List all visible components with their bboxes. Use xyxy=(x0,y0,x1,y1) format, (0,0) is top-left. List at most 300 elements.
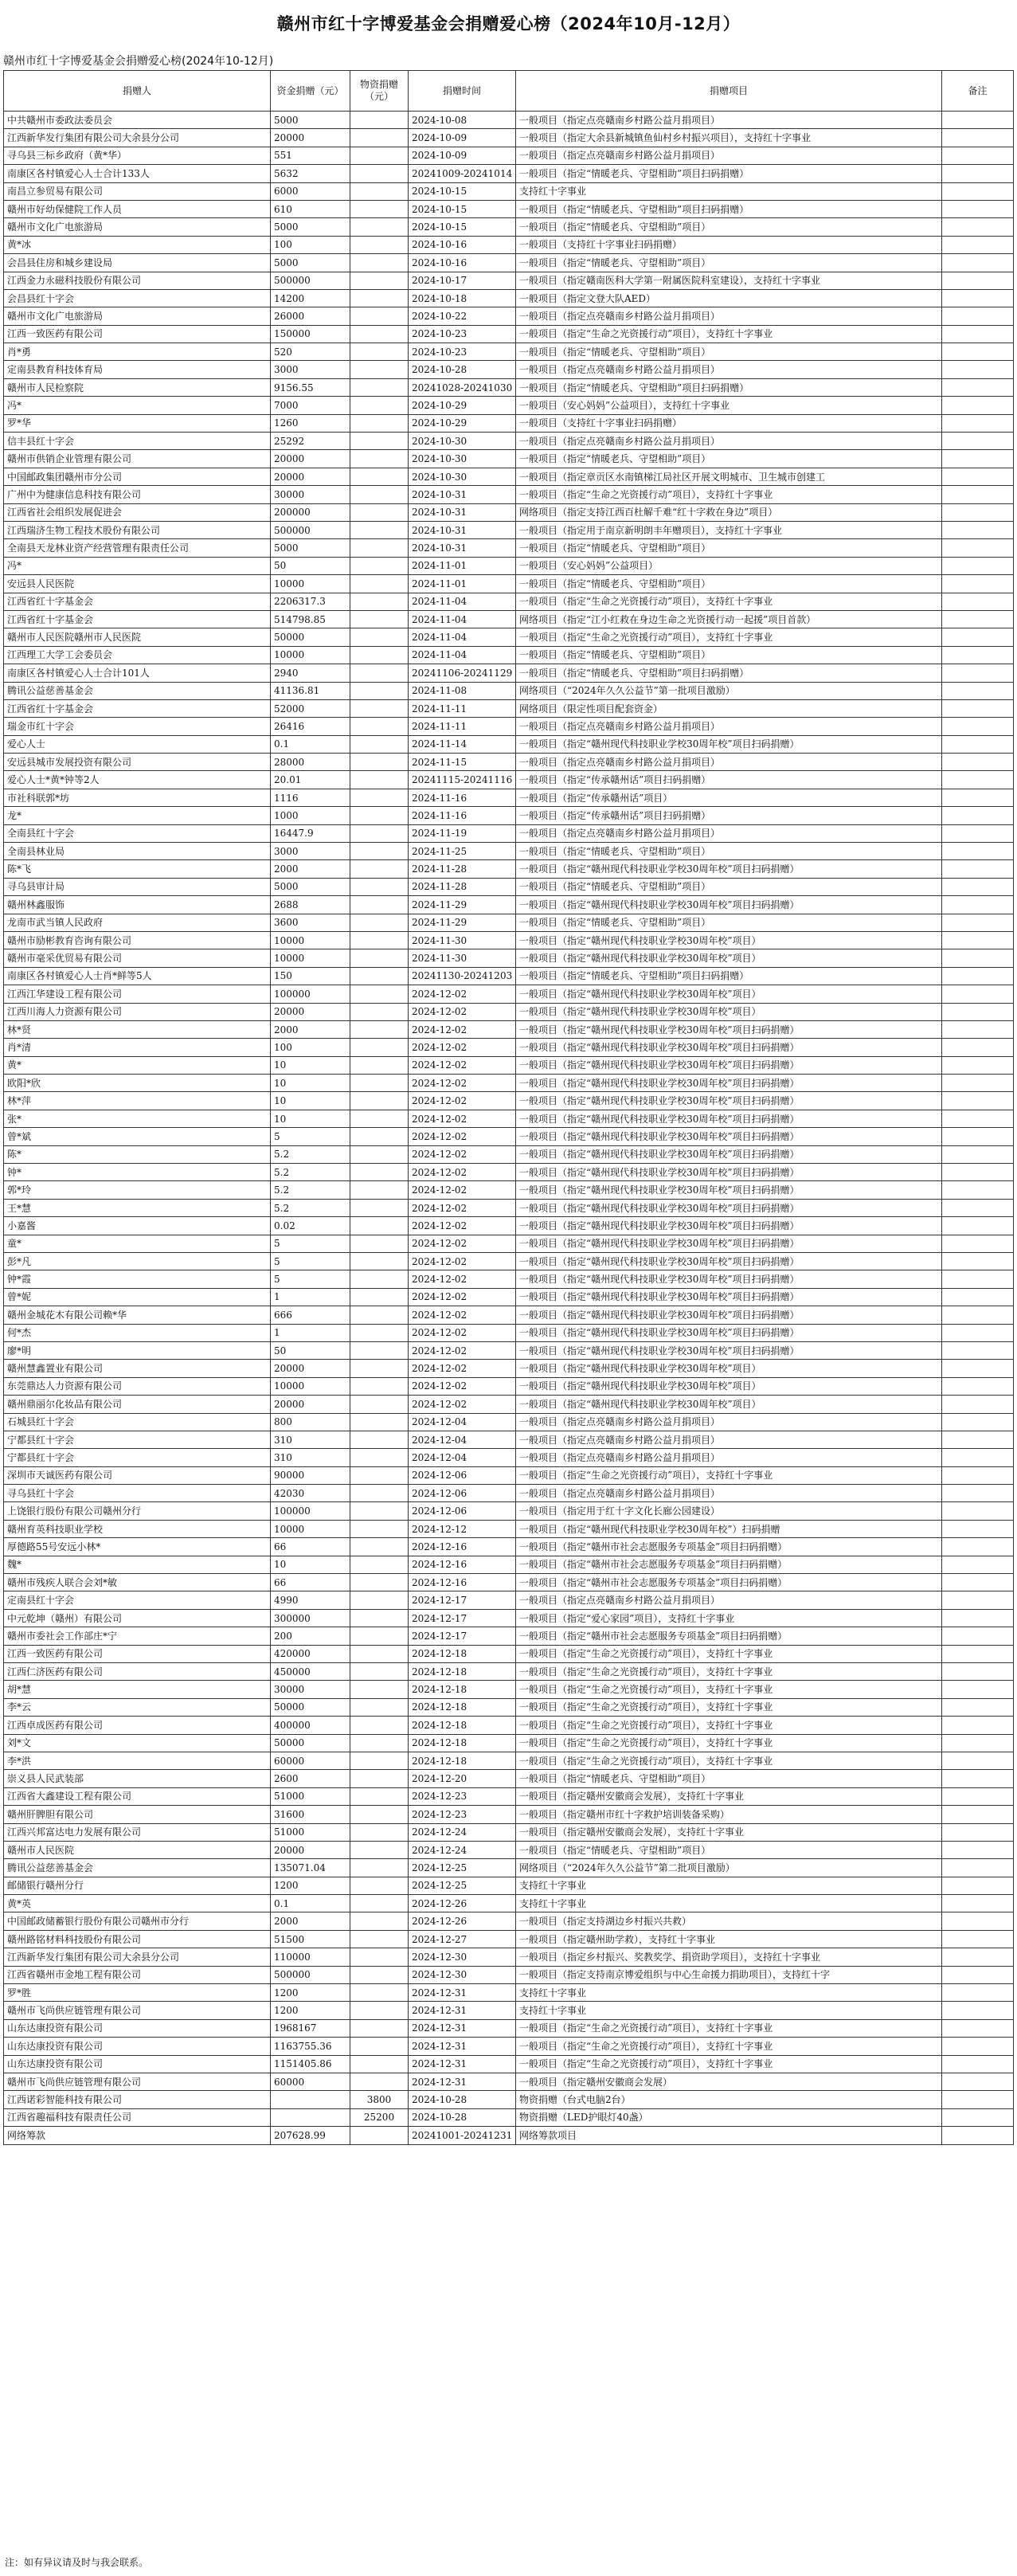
remark-cell xyxy=(942,931,1014,949)
remark-cell xyxy=(942,1520,1014,1537)
donor-cell: 廖*明 xyxy=(4,1341,271,1359)
date-cell: 20241130-20241203 xyxy=(409,967,516,985)
donor-cell: 赣州路铭材料科技股份有限公司 xyxy=(4,1930,271,1948)
funds-cell: 10000 xyxy=(271,1377,350,1395)
date-cell: 2024-12-18 xyxy=(409,1717,516,1734)
donor-cell: 定南县红十字会 xyxy=(4,1591,271,1609)
goods-cell xyxy=(350,272,409,289)
remark-cell xyxy=(942,129,1014,147)
donor-cell: 江西省社会组织发展促进会 xyxy=(4,503,271,521)
table-row xyxy=(4,1895,1014,1912)
date-cell: 2024-10-29 xyxy=(409,414,516,432)
date-cell: 2024-12-23 xyxy=(409,1806,516,1823)
project-cell: 一般项目（指定“赣州市社会志愿服务专项基金”项目扫码捐赠） xyxy=(516,1538,942,1556)
project-cell: 一般项目（指定“生命之光资援行动”项目），支持红十字事业 xyxy=(516,1466,942,1484)
goods-cell xyxy=(350,1823,409,1841)
donor-cell: 厚德路55号安远小林* xyxy=(4,1538,271,1556)
project-cell: 一般项目（指定“情暖老兵、守望相助”项目扫码捐赠） xyxy=(516,664,942,682)
date-cell: 2024-12-30 xyxy=(409,1966,516,1983)
date-cell: 2024-12-26 xyxy=(409,1912,516,1930)
date-cell: 2024-11-30 xyxy=(409,949,516,967)
donor-cell: 冯* xyxy=(4,397,271,414)
project-cell: 一般项目（指定“赣州现代科技职业学校30周年校”项目扫码捐赠） xyxy=(516,1270,942,1288)
donor-cell: 全南县天龙林业资产经营管理有限责任公司 xyxy=(4,539,271,557)
date-cell: 2024-12-02 xyxy=(409,1217,516,1235)
project-cell: 一般项目（指定“生命之光资援行动”项目），支持红十字事业 xyxy=(516,1662,942,1680)
table-row xyxy=(4,985,1014,1003)
donor-cell: 石城县红十字会 xyxy=(4,1413,271,1431)
date-cell: 2024-11-28 xyxy=(409,860,516,878)
table-row xyxy=(4,824,1014,842)
project-cell: 一般项目（指定点亮赣南乡村路公益月捐项目） xyxy=(516,361,942,378)
remark-cell xyxy=(942,1270,1014,1288)
goods-cell xyxy=(350,1912,409,1930)
date-cell: 2024-12-02 xyxy=(409,1288,516,1306)
goods-cell xyxy=(350,1627,409,1645)
date-cell: 2024-11-25 xyxy=(409,843,516,860)
table-row xyxy=(4,1841,1014,1858)
project-cell: 一般项目（指定点亮赣南乡村路公益月捐项目） xyxy=(516,1591,942,1609)
remark-cell xyxy=(942,397,1014,414)
project-cell: 支持红十字事业 xyxy=(516,1877,942,1894)
date-cell: 2024-12-02 xyxy=(409,1145,516,1163)
donor-cell: 童* xyxy=(4,1235,271,1252)
date-cell: 2024-12-24 xyxy=(409,1823,516,1841)
goods-cell xyxy=(350,1645,409,1662)
goods-cell xyxy=(350,503,409,521)
goods-cell xyxy=(350,539,409,557)
table-row xyxy=(4,1948,1014,1966)
goods-cell xyxy=(350,1075,409,1092)
table-row xyxy=(4,1698,1014,1716)
funds-cell: 1200 xyxy=(271,1877,350,1894)
table-header-row xyxy=(4,71,1014,112)
date-cell: 2024-10-22 xyxy=(409,307,516,325)
date-cell: 2024-12-20 xyxy=(409,1770,516,1787)
funds-cell: 100 xyxy=(271,236,350,253)
table-row xyxy=(4,682,1014,699)
date-cell: 2024-12-31 xyxy=(409,2002,516,2019)
date-cell: 2024-12-31 xyxy=(409,2038,516,2055)
remark-cell xyxy=(942,1966,1014,1983)
donor-cell: 南康区各村镇爱心人士肖*鲜等5人 xyxy=(4,967,271,985)
remark-cell xyxy=(942,718,1014,735)
table-row xyxy=(4,860,1014,878)
goods-cell xyxy=(350,1698,409,1716)
project-cell: 一般项目（指定乡村振兴、奖教奖学、捐资助学项目），支持红十字事业 xyxy=(516,1948,942,1966)
goods-cell: 3800 xyxy=(350,2091,409,2108)
remark-cell xyxy=(942,1377,1014,1395)
donor-cell: 李*云 xyxy=(4,1698,271,1716)
donor-cell: 寻乌县红十字会 xyxy=(4,1485,271,1502)
donor-cell: 罗*华 xyxy=(4,414,271,432)
remark-cell xyxy=(942,1039,1014,1056)
project-cell: 一般项目（指定大余县新城镇鱼仙村乡村振兴项目），支持红十字事业 xyxy=(516,129,942,147)
project-cell: 一般项目（指定赣州安徽商会发展），支持红十字事业 xyxy=(516,1787,942,1805)
date-cell: 2024-12-18 xyxy=(409,1681,516,1698)
date-cell: 2024-12-18 xyxy=(409,1645,516,1662)
remark-cell xyxy=(942,1770,1014,1787)
goods-cell xyxy=(350,985,409,1003)
goods-cell xyxy=(350,1930,409,1948)
remark-cell xyxy=(942,1930,1014,1948)
funds-cell: 135071.04 xyxy=(271,1859,350,1877)
donor-cell: 山东达康投资有限公司 xyxy=(4,2038,271,2055)
table-row xyxy=(4,1324,1014,1341)
funds-cell: 51500 xyxy=(271,1930,350,1948)
remark-cell xyxy=(942,1110,1014,1127)
funds-cell: 1163755.36 xyxy=(271,2038,350,2055)
donor-cell: 林*萍 xyxy=(4,1092,271,1110)
funds-cell: 2688 xyxy=(271,896,350,914)
funds-cell: 51000 xyxy=(271,1787,350,1805)
funds-cell: 110000 xyxy=(271,1948,350,1966)
date-cell: 20241028-20241030 xyxy=(409,378,516,396)
project-cell: 一般项目（指定“赣州现代科技职业学校30周年校”项目扫码捐赠） xyxy=(516,1056,942,1074)
remark-cell xyxy=(942,1199,1014,1216)
goods-cell xyxy=(350,771,409,789)
donor-cell: 赣州市委社会工作部庄*宁 xyxy=(4,1627,271,1645)
table-row xyxy=(4,1681,1014,1698)
goods-cell xyxy=(350,112,409,129)
date-cell: 2024-11-28 xyxy=(409,878,516,895)
donor-cell: 赣州鼎丽尔化妆品有限公司 xyxy=(4,1396,271,1413)
project-cell: 一般项目（安心妈妈”公益项目） xyxy=(516,557,942,574)
remark-cell xyxy=(942,2127,1014,2144)
remark-cell xyxy=(942,1984,1014,2002)
donor-cell: 钟*霞 xyxy=(4,1270,271,1288)
donor-cell: 林*贤 xyxy=(4,1020,271,1038)
table-row xyxy=(4,503,1014,521)
funds-cell: 66 xyxy=(271,1538,350,1556)
goods-cell xyxy=(350,1431,409,1448)
table-row xyxy=(4,236,1014,253)
goods-cell xyxy=(350,1734,409,1752)
project-cell: 一般项目（指定“情暖老兵、守望相助”项目） xyxy=(516,254,942,272)
table-row xyxy=(4,1396,1014,1413)
goods-cell xyxy=(350,325,409,343)
date-cell: 2024-12-02 xyxy=(409,1324,516,1341)
remark-cell xyxy=(942,1217,1014,1235)
remark-cell xyxy=(942,1324,1014,1341)
project-cell: 一般项目（指定“赣州现代科技职业学校30周年校”项目） xyxy=(516,949,942,967)
table-row xyxy=(4,2002,1014,2019)
donor-cell: 赣州市励彬教育咨询有限公司 xyxy=(4,931,271,949)
funds-cell: 9156.55 xyxy=(271,378,350,396)
date-cell: 2024-10-16 xyxy=(409,236,516,253)
table-row xyxy=(4,718,1014,735)
goods-cell xyxy=(350,1199,409,1216)
funds-cell: 400000 xyxy=(271,1717,350,1734)
project-cell: 一般项目（指定“赣州现代科技职业学校30周年校”项目扫码捐赠） xyxy=(516,1039,942,1056)
goods-cell xyxy=(350,1556,409,1573)
donor-cell: 钟* xyxy=(4,1164,271,1181)
goods-cell xyxy=(350,1341,409,1359)
goods-cell xyxy=(350,628,409,646)
donor-cell: 赣州市好幼保健院工作人员 xyxy=(4,200,271,217)
date-cell: 2024-12-02 xyxy=(409,1075,516,1092)
project-cell: 一般项目（指定点亮赣南乡村路公益月捐项目） xyxy=(516,433,942,450)
table-row xyxy=(4,1538,1014,1556)
remark-cell xyxy=(942,1591,1014,1609)
funds-cell: 420000 xyxy=(271,1645,350,1662)
goods-cell xyxy=(350,378,409,396)
goods-cell xyxy=(350,1485,409,1502)
project-cell: 一般项目（指定点亮赣南乡村路公益月捐项目） xyxy=(516,1413,942,1431)
date-cell: 2024-12-02 xyxy=(409,1377,516,1395)
date-cell: 2024-10-30 xyxy=(409,433,516,450)
remark-cell xyxy=(942,1449,1014,1466)
date-cell: 2024-11-30 xyxy=(409,931,516,949)
donor-cell: 赣州市残疾人联合会刘*敏 xyxy=(4,1574,271,1591)
table-row xyxy=(4,1270,1014,1288)
funds-cell: 50000 xyxy=(271,1698,350,1716)
date-cell: 2024-11-01 xyxy=(409,557,516,574)
funds-cell: 310 xyxy=(271,1431,350,1448)
date-cell: 2024-10-17 xyxy=(409,272,516,289)
remark-cell xyxy=(942,361,1014,378)
remark-cell xyxy=(942,218,1014,236)
funds-cell: 60000 xyxy=(271,2073,350,2090)
date-cell: 2024-11-29 xyxy=(409,914,516,931)
header-remark: 备注 xyxy=(942,71,1014,112)
donor-cell: 陈*飞 xyxy=(4,860,271,878)
funds-cell: 20.01 xyxy=(271,771,350,789)
remark-cell xyxy=(942,557,1014,574)
funds-cell: 16447.9 xyxy=(271,824,350,842)
project-cell: 一般项目（指定点亮赣南乡村路公益月捐项目） xyxy=(516,112,942,129)
project-cell: 一般项目（支持红十字事业扫码捐赠） xyxy=(516,236,942,253)
remark-cell xyxy=(942,1859,1014,1877)
goods-cell xyxy=(350,1681,409,1698)
header-funds: 资金捐赠（元） xyxy=(271,71,350,112)
date-cell: 2024-12-02 xyxy=(409,1199,516,1216)
funds-cell: 150000 xyxy=(271,325,350,343)
table-row xyxy=(4,1574,1014,1591)
date-cell: 2024-12-31 xyxy=(409,2073,516,2090)
date-cell: 2024-12-31 xyxy=(409,2019,516,2037)
project-cell: 一般项目（指定文登大队AED） xyxy=(516,289,942,307)
project-cell: 一般项目（指定“生命之光资援行动”项目），支持红十字事业 xyxy=(516,1717,942,1734)
donor-cell: 南康区各村镇爱心人士合计101人 xyxy=(4,664,271,682)
donor-cell: 黄*冰 xyxy=(4,236,271,253)
funds-cell: 20000 xyxy=(271,1396,350,1413)
table-row xyxy=(4,307,1014,325)
goods-cell xyxy=(350,1877,409,1894)
date-cell: 2024-12-02 xyxy=(409,1020,516,1038)
project-cell: 一般项目（指定“赣州现代科技职业学校30周年校”项目扫码捐赠） xyxy=(516,735,942,753)
date-cell: 2024-10-31 xyxy=(409,503,516,521)
funds-cell: 5.2 xyxy=(271,1164,350,1181)
table-row xyxy=(4,486,1014,503)
remark-cell xyxy=(942,1877,1014,1894)
goods-cell xyxy=(350,896,409,914)
date-cell: 2024-12-25 xyxy=(409,1859,516,1877)
table-row xyxy=(4,433,1014,450)
funds-cell: 5000 xyxy=(271,539,350,557)
project-cell: 一般项目（指定“情暖老兵、守望相助”项目扫码捐赠） xyxy=(516,200,942,217)
goods-cell xyxy=(350,931,409,949)
donor-cell: 寻乌县审计局 xyxy=(4,878,271,895)
project-cell: 一般项目（指定“赣州现代科技职业学校30周年校”项目扫码捐赠） xyxy=(516,1306,942,1324)
table-row xyxy=(4,931,1014,949)
date-cell: 2024-12-06 xyxy=(409,1502,516,1520)
table-row xyxy=(4,378,1014,396)
goods-cell xyxy=(350,1966,409,1983)
goods-cell xyxy=(350,1181,409,1199)
table-row xyxy=(4,289,1014,307)
project-cell: 一般项目（指定“生命之光资援行动”项目），支持红十字事业 xyxy=(516,1752,942,1769)
project-cell: 一般项目（指定点亮赣南乡村路公益月捐项目） xyxy=(516,1431,942,1448)
goods-cell xyxy=(350,1270,409,1288)
goods-cell xyxy=(350,1984,409,2002)
goods-cell: 25200 xyxy=(350,2108,409,2126)
donor-cell: 腾讯公益慈善基金会 xyxy=(4,1859,271,1877)
date-cell: 2024-10-30 xyxy=(409,468,516,485)
goods-cell xyxy=(350,343,409,361)
project-cell: 一般项目（指定“赣州现代科技职业学校30周年校”项目扫码捐赠） xyxy=(516,1199,942,1216)
project-cell: 一般项目（指定“赣州现代科技职业学校30周年校”项目扫码捐赠） xyxy=(516,1217,942,1235)
donor-cell: 赣州市飞尚供应链管理有限公司 xyxy=(4,2002,271,2019)
donor-cell: 上饶银行股份有限公司赣州分行 xyxy=(4,1502,271,1520)
donor-cell: 腾讯公益慈善基金会 xyxy=(4,682,271,699)
funds-cell: 300000 xyxy=(271,1609,350,1627)
donor-cell: 网络筹款 xyxy=(4,2127,271,2144)
date-cell: 2024-10-31 xyxy=(409,539,516,557)
project-cell: 一般项目（指定“情暖老兵、守望相助”项目） xyxy=(516,646,942,664)
goods-cell xyxy=(350,147,409,164)
remark-cell xyxy=(942,610,1014,628)
remark-cell xyxy=(942,1466,1014,1484)
remark-cell xyxy=(942,575,1014,593)
funds-cell: 41136.81 xyxy=(271,682,350,699)
funds-cell: 10 xyxy=(271,1092,350,1110)
remark-cell xyxy=(942,1645,1014,1662)
project-cell: 一般项目（指定“赣州现代科技职业学校30周年校”项目） xyxy=(516,1003,942,1020)
goods-cell xyxy=(350,1396,409,1413)
header-project: 捐赠项目 xyxy=(516,71,942,112)
funds-cell: 100000 xyxy=(271,1502,350,1520)
goods-cell xyxy=(350,1449,409,1466)
project-cell: 一般项目（指定“赣州现代科技职业学校30周年校”项目扫码捐赠） xyxy=(516,896,942,914)
project-cell: 一般项目（支持红十字事业扫码捐赠） xyxy=(516,414,942,432)
project-cell: 一般项目（指定“爱心家园”项目），支持红十字事业 xyxy=(516,1609,942,1627)
remark-cell xyxy=(942,860,1014,878)
funds-cell: 10 xyxy=(271,1110,350,1127)
date-cell: 2024-12-04 xyxy=(409,1449,516,1466)
date-cell: 2024-11-19 xyxy=(409,824,516,842)
table-row xyxy=(4,789,1014,806)
project-cell: 一般项目（指定“情暖老兵、守望相助”项目扫码捐赠） xyxy=(516,165,942,182)
date-cell: 20241115-20241116 xyxy=(409,771,516,789)
table-row xyxy=(4,1306,1014,1324)
date-cell: 2024-12-31 xyxy=(409,2055,516,2073)
donor-cell: 邮储银行赣州分行 xyxy=(4,1877,271,1894)
project-cell: 一般项目（指定“传承赣州话”项目扫码捐赠） xyxy=(516,771,942,789)
date-cell: 2024-10-09 xyxy=(409,147,516,164)
date-cell: 2024-12-17 xyxy=(409,1627,516,1645)
table-row xyxy=(4,1075,1014,1092)
goods-cell xyxy=(350,682,409,699)
date-cell: 2024-12-02 xyxy=(409,1164,516,1181)
donor-cell: 赣州市飞尚供应链管理有限公司 xyxy=(4,2073,271,2090)
remark-cell xyxy=(942,1431,1014,1448)
date-cell: 2024-12-24 xyxy=(409,1841,516,1858)
donor-cell: 欧阳*欣 xyxy=(4,1075,271,1092)
date-cell: 2024-10-18 xyxy=(409,289,516,307)
date-cell: 2024-12-02 xyxy=(409,1341,516,1359)
funds-cell: 5000 xyxy=(271,878,350,895)
remark-cell xyxy=(942,2019,1014,2037)
funds-cell: 100 xyxy=(271,1039,350,1056)
goods-cell xyxy=(350,860,409,878)
remark-cell xyxy=(942,1306,1014,1324)
donor-cell: 赣州市人民医院赣州市人民医院 xyxy=(4,628,271,646)
goods-cell xyxy=(350,307,409,325)
project-cell: 一般项目（指定点亮赣南乡村路公益月捐项目） xyxy=(516,754,942,771)
donor-cell: 江西省大鑫建设工程有限公司 xyxy=(4,1787,271,1805)
funds-cell: 25292 xyxy=(271,433,350,450)
funds-cell: 10000 xyxy=(271,931,350,949)
remark-cell xyxy=(942,433,1014,450)
goods-cell xyxy=(350,486,409,503)
remark-cell xyxy=(942,1360,1014,1377)
goods-cell xyxy=(350,1466,409,1484)
remark-cell xyxy=(942,1806,1014,1823)
date-cell: 2024-12-06 xyxy=(409,1466,516,1484)
remark-cell xyxy=(942,1734,1014,1752)
funds-cell: 5000 xyxy=(271,254,350,272)
remark-cell xyxy=(942,1556,1014,1573)
funds-cell: 500000 xyxy=(271,1966,350,1983)
table-row xyxy=(4,1020,1014,1038)
date-cell: 2024-12-02 xyxy=(409,985,516,1003)
goods-cell xyxy=(350,182,409,200)
header-donor: 捐赠人 xyxy=(4,71,271,112)
project-cell: 一般项目（指定用于红十字文化长廊公园建设） xyxy=(516,1502,942,1520)
project-cell: 一般项目（指定“情暖老兵、守望相助”项目） xyxy=(516,343,942,361)
table-row xyxy=(4,1039,1014,1056)
table-row xyxy=(4,1877,1014,1894)
funds-cell: 10000 xyxy=(271,646,350,664)
project-cell: 支持红十字事业 xyxy=(516,182,942,200)
remark-cell xyxy=(942,843,1014,860)
goods-cell xyxy=(350,1787,409,1805)
remark-cell xyxy=(942,1502,1014,1520)
remark-cell xyxy=(942,789,1014,806)
remark-cell xyxy=(942,486,1014,503)
goods-cell xyxy=(350,1306,409,1324)
funds-cell: 60000 xyxy=(271,1752,350,1769)
funds-cell: 500000 xyxy=(271,272,350,289)
table-row xyxy=(4,218,1014,236)
goods-cell xyxy=(350,2073,409,2090)
table-row xyxy=(4,1145,1014,1163)
funds-cell: 50 xyxy=(271,1341,350,1359)
project-cell: 网络项目（“2024年久久公益节”第一批项目激励） xyxy=(516,682,942,699)
project-cell: 支持红十字事业 xyxy=(516,1984,942,2002)
table-row xyxy=(4,1609,1014,1627)
donor-cell: 江西省红十字基金会 xyxy=(4,699,271,717)
date-cell: 2024-12-06 xyxy=(409,1485,516,1502)
donor-cell: 赣州市文化广电旅游局 xyxy=(4,307,271,325)
funds-cell: 20000 xyxy=(271,450,350,468)
date-cell: 2024-12-02 xyxy=(409,1110,516,1127)
remark-cell xyxy=(942,628,1014,646)
table-row xyxy=(4,2091,1014,2108)
goods-cell xyxy=(350,1413,409,1431)
goods-cell xyxy=(350,468,409,485)
